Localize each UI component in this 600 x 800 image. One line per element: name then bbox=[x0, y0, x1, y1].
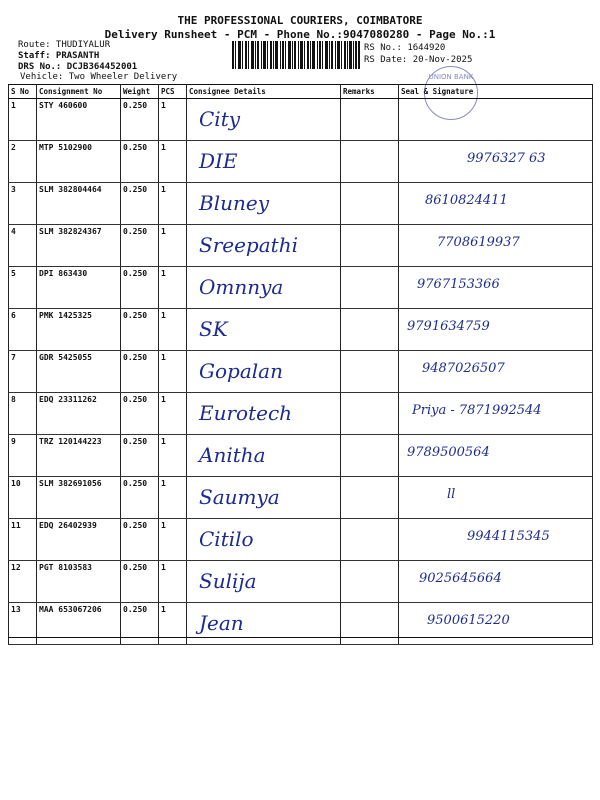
row-signature bbox=[399, 225, 593, 267]
row-weight: 0.250 bbox=[121, 603, 159, 645]
table-row bbox=[9, 393, 593, 435]
table-row bbox=[9, 99, 593, 141]
row-sno: 4 bbox=[9, 225, 37, 267]
table-row bbox=[9, 435, 593, 477]
row-consignee bbox=[187, 225, 341, 267]
col-header-consignment: Consignment No bbox=[37, 85, 121, 99]
row-weight: 0.250 bbox=[121, 435, 159, 477]
row-signature bbox=[399, 561, 593, 603]
row-weight: 0.250 bbox=[121, 561, 159, 603]
row-weight: 0.250 bbox=[121, 351, 159, 393]
row-pcs: 1 bbox=[159, 561, 187, 603]
row-sno: 2 bbox=[9, 141, 37, 183]
handwritten-consignee: Jean bbox=[199, 611, 244, 635]
row-sno: 6 bbox=[9, 309, 37, 351]
handwritten-signature: 9944115345 bbox=[467, 529, 550, 544]
row-pcs: 1 bbox=[159, 351, 187, 393]
row-consignment-no: EDQ 23311262 bbox=[37, 393, 121, 435]
handwritten-consignee: Sreepathi bbox=[199, 233, 298, 257]
row-sno: 3 bbox=[9, 183, 37, 225]
table-row bbox=[9, 225, 593, 267]
row-remarks bbox=[341, 351, 399, 393]
row-remarks bbox=[341, 561, 399, 603]
row-pcs: 1 bbox=[159, 309, 187, 351]
staff-label: Staff: PRASANTH bbox=[18, 51, 100, 61]
row-signature bbox=[399, 267, 593, 309]
row-consignee bbox=[187, 99, 341, 141]
row-weight: 0.250 bbox=[121, 183, 159, 225]
row-consignment-no: STY 460600 bbox=[37, 99, 121, 141]
row-pcs: 1 bbox=[159, 393, 187, 435]
row-consignee bbox=[187, 351, 341, 393]
row-remarks bbox=[341, 393, 399, 435]
row-weight: 0.250 bbox=[121, 225, 159, 267]
rs-number: RS No.: 1644920 bbox=[364, 43, 446, 53]
row-remarks bbox=[341, 477, 399, 519]
row-sno: 5 bbox=[9, 267, 37, 309]
col-header-sno: S No bbox=[9, 85, 37, 99]
row-consignment-no: DPI 863430 bbox=[37, 267, 121, 309]
row-consignment-no: PMK 1425325 bbox=[37, 309, 121, 351]
row-signature bbox=[399, 99, 593, 141]
table-row bbox=[9, 477, 593, 519]
handwritten-signature: 8610824411 bbox=[425, 193, 508, 208]
row-signature bbox=[399, 519, 593, 561]
col-header-signature: Seal & Signature bbox=[399, 85, 593, 99]
row-signature bbox=[399, 141, 593, 183]
row-pcs: 1 bbox=[159, 141, 187, 183]
row-consignee bbox=[187, 435, 341, 477]
table-row bbox=[9, 519, 593, 561]
row-weight: 0.250 bbox=[121, 519, 159, 561]
row-consignment-no: MTP 5102900 bbox=[37, 141, 121, 183]
row-signature bbox=[399, 603, 593, 645]
row-pcs: 1 bbox=[159, 435, 187, 477]
row-remarks bbox=[341, 603, 399, 645]
row-consignment-no: EDQ 26402939 bbox=[37, 519, 121, 561]
row-signature bbox=[399, 393, 593, 435]
row-signature bbox=[399, 477, 593, 519]
row-pcs: 1 bbox=[159, 267, 187, 309]
table-row bbox=[9, 351, 593, 393]
row-remarks bbox=[341, 309, 399, 351]
row-consignment-no: GDR 5425055 bbox=[37, 351, 121, 393]
handwritten-signature: 9767153366 bbox=[417, 277, 500, 292]
handwritten-consignee: Gopalan bbox=[199, 359, 283, 383]
handwritten-consignee: SK bbox=[199, 317, 228, 341]
handwritten-consignee: DIE bbox=[199, 149, 238, 173]
row-pcs: 1 bbox=[159, 519, 187, 561]
row-consignee bbox=[187, 477, 341, 519]
row-signature bbox=[399, 183, 593, 225]
row-weight: 0.250 bbox=[121, 99, 159, 141]
row-sno: 1 bbox=[9, 99, 37, 141]
handwritten-consignee: City bbox=[199, 107, 241, 131]
row-remarks bbox=[341, 225, 399, 267]
handwritten-signature: 7708619937 bbox=[437, 235, 520, 250]
row-weight: 0.250 bbox=[121, 393, 159, 435]
runsheet-title: Delivery Runsheet - PCM - Phone No.:9047080280 - Page No.:1 bbox=[104, 28, 496, 41]
row-remarks bbox=[341, 435, 399, 477]
company-title: THE PROFESSIONAL COURIERS, COIMBATORE bbox=[177, 14, 423, 27]
row-remarks bbox=[341, 99, 399, 141]
handwritten-consignee: Citilo bbox=[199, 527, 254, 551]
row-sno: 11 bbox=[9, 519, 37, 561]
drs-number: DRS No.: DCJB364452001 bbox=[18, 62, 138, 72]
row-consignment-no: MAA 653067206 bbox=[37, 603, 121, 645]
row-consignment-no: TRZ 120144223 bbox=[37, 435, 121, 477]
row-weight: 0.250 bbox=[121, 141, 159, 183]
table-row bbox=[9, 183, 593, 225]
table-body bbox=[9, 99, 593, 645]
row-weight: 0.250 bbox=[121, 267, 159, 309]
row-consignee bbox=[187, 561, 341, 603]
row-pcs: 1 bbox=[159, 225, 187, 267]
row-consignee bbox=[187, 393, 341, 435]
row-signature bbox=[399, 435, 593, 477]
handwritten-signature: 9025645664 bbox=[419, 571, 502, 586]
row-remarks bbox=[341, 267, 399, 309]
row-remarks bbox=[341, 519, 399, 561]
handwritten-signature: 9789500564 bbox=[407, 445, 490, 460]
handwritten-consignee: Anitha bbox=[199, 443, 266, 467]
handwritten-consignee: Eurotech bbox=[199, 401, 293, 425]
row-consignee bbox=[187, 519, 341, 561]
table-row bbox=[9, 267, 593, 309]
table-header-row bbox=[9, 85, 593, 99]
row-pcs: 1 bbox=[159, 603, 187, 645]
table-row bbox=[9, 309, 593, 351]
route-label: Route: THUDIYALUR bbox=[18, 40, 111, 50]
row-signature bbox=[399, 351, 593, 393]
row-consignee bbox=[187, 141, 341, 183]
table-row bbox=[9, 603, 593, 645]
row-consignee bbox=[187, 603, 341, 645]
row-sno: 10 bbox=[9, 477, 37, 519]
row-consignee bbox=[187, 309, 341, 351]
handwritten-signature: 9791634759 bbox=[407, 319, 490, 334]
row-consignee bbox=[187, 183, 341, 225]
table-row bbox=[9, 141, 593, 183]
row-consignment-no: SLM 382824367 bbox=[37, 225, 121, 267]
row-consignee bbox=[187, 267, 341, 309]
bank-seal-stamp: UNION BANK bbox=[424, 66, 478, 120]
barcode bbox=[232, 41, 360, 69]
handwritten-signature: Priya - 7871992544 bbox=[412, 403, 542, 418]
handwritten-signature: 9500615220 bbox=[427, 613, 510, 628]
row-consignment-no: SLM 382691056 bbox=[37, 477, 121, 519]
handwritten-consignee: Saumya bbox=[199, 485, 280, 509]
row-signature bbox=[399, 309, 593, 351]
handwritten-consignee: Omnnya bbox=[199, 275, 284, 299]
row-pcs: 1 bbox=[159, 99, 187, 141]
handwritten-consignee: Bluney bbox=[199, 191, 269, 215]
row-consignment-no: SLM 382804464 bbox=[37, 183, 121, 225]
row-remarks bbox=[341, 183, 399, 225]
runsheet-table bbox=[8, 84, 593, 645]
row-weight: 0.250 bbox=[121, 309, 159, 351]
col-header-pcs: PCS bbox=[159, 85, 187, 99]
table-row bbox=[9, 561, 593, 603]
rs-date: RS Date: 20-Nov-2025 bbox=[364, 55, 473, 65]
row-sno: 9 bbox=[9, 435, 37, 477]
row-sno: 8 bbox=[9, 393, 37, 435]
table-bottom-rule bbox=[8, 637, 592, 638]
handwritten-signature: 9976327 63 bbox=[467, 151, 546, 166]
handwritten-signature: 9487026507 bbox=[422, 361, 505, 376]
handwritten-signature: ll bbox=[447, 487, 456, 502]
row-consignment-no: PGT 8103583 bbox=[37, 561, 121, 603]
row-weight: 0.250 bbox=[121, 477, 159, 519]
row-pcs: 1 bbox=[159, 477, 187, 519]
col-header-remarks: Remarks bbox=[341, 85, 399, 99]
handwritten-consignee: Sulija bbox=[199, 569, 257, 593]
row-sno: 13 bbox=[9, 603, 37, 645]
row-sno: 12 bbox=[9, 561, 37, 603]
col-header-consignee: Consignee Details bbox=[187, 85, 341, 99]
vehicle-label: Vehicle: Two Wheeler Delivery bbox=[20, 72, 178, 82]
row-pcs: 1 bbox=[159, 183, 187, 225]
row-remarks bbox=[341, 141, 399, 183]
col-header-weight: Weight bbox=[121, 85, 159, 99]
row-sno: 7 bbox=[9, 351, 37, 393]
